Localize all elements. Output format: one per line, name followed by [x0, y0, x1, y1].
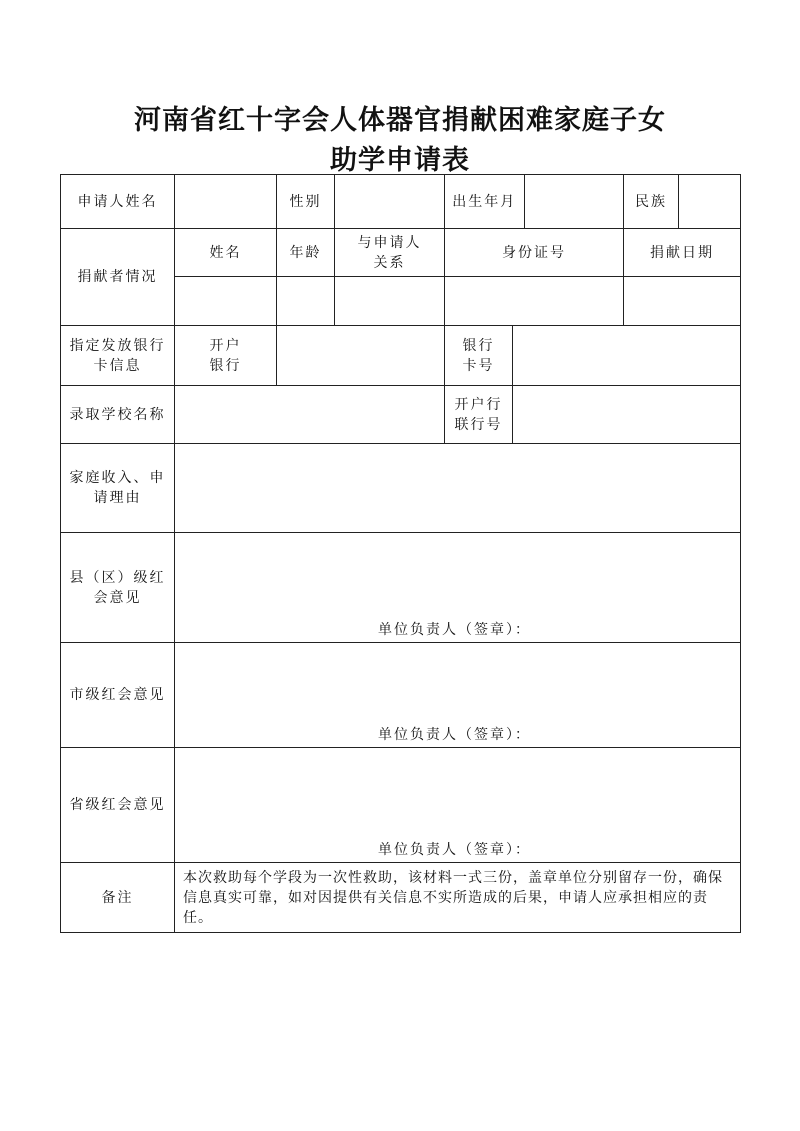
- donor-id-field[interactable]: [445, 277, 624, 326]
- province-opinion-label: 省级红会意见: [61, 748, 175, 863]
- city-opinion-label: 市级红会意见: [61, 643, 175, 748]
- donor-col-age: 年龄: [277, 229, 335, 277]
- donor-relation-field[interactable]: [335, 277, 445, 326]
- applicant-name-label: 申请人姓名: [61, 175, 175, 229]
- birth-date-field[interactable]: [524, 175, 624, 228]
- donor-name-field[interactable]: [175, 277, 277, 326]
- remarks-text: 本次救助每个学段为一次性救助，该材料一式三份，盖章单位分别留存一份，确保信息真实可靠，如对因提供有关信息不实所造成的后果，申请人应承担相应的责任。: [175, 863, 741, 933]
- card-number-line1: 银行: [462, 337, 495, 354]
- donor-col-id: 身份证号: [445, 229, 624, 277]
- county-opinion-line2: 会意见: [93, 589, 142, 606]
- donor-section-label: 捐献者情况: [61, 229, 175, 326]
- bank-card-section-line2: 卡信息: [93, 357, 142, 374]
- birth-date-label: 出生年月: [445, 175, 524, 228]
- remarks-label: 备注: [61, 863, 175, 933]
- opening-bank-line2: 银行: [209, 357, 242, 374]
- donor-col-relation-line1: 与申请人: [357, 234, 422, 251]
- reason-label-line2: 请理由: [93, 490, 142, 506]
- donor-age-field[interactable]: [277, 277, 335, 326]
- donor-col-relation: [335, 229, 445, 277]
- application-form-table: [60, 174, 741, 933]
- reason-field[interactable]: [175, 444, 741, 533]
- branch-code-field[interactable]: [513, 386, 741, 444]
- donor-col-date: 捐献日期: [624, 229, 741, 277]
- bank-card-section-label: [61, 326, 175, 386]
- branch-code-line2: 联行号: [454, 416, 503, 433]
- opening-bank-label: [175, 326, 277, 386]
- bank-card-section-line1: 指定发放银行: [69, 337, 166, 354]
- county-opinion-label: [61, 533, 175, 643]
- opening-bank-field[interactable]: [277, 326, 445, 386]
- ethnicity-field[interactable]: [679, 175, 741, 229]
- applicant-name-field[interactable]: [175, 175, 277, 229]
- donor-col-name: 姓名: [175, 229, 277, 277]
- gender-field[interactable]: [335, 175, 445, 229]
- form-title-line1: 河南省红十字会人体器官捐献困难家庭子女: [134, 105, 666, 136]
- county-opinion-field[interactable]: [175, 533, 741, 643]
- donor-col-relation-line2: 关系: [373, 254, 406, 271]
- card-number-field[interactable]: [513, 326, 741, 386]
- form-title-line2: 助学申请表: [330, 145, 470, 176]
- card-number-line2: 卡号: [462, 357, 495, 374]
- branch-code-label: [445, 386, 513, 444]
- province-signature-label: 单位负责人（签章）：: [378, 842, 531, 858]
- ethnicity-label: 民族: [624, 175, 679, 229]
- city-signature-label: 单位负责人（签章）：: [378, 727, 531, 743]
- city-opinion-field[interactable]: [175, 643, 741, 748]
- school-name-field[interactable]: [175, 386, 445, 444]
- donor-date-field[interactable]: [624, 277, 741, 326]
- gender-label: 性别: [277, 175, 335, 229]
- reason-label: [61, 444, 175, 533]
- birth-date-area: [445, 175, 624, 229]
- county-opinion-line1: 县（区）级红: [69, 569, 166, 586]
- reason-label-line1: 家庭收入、申: [69, 470, 166, 486]
- opening-bank-line1: 开户: [209, 337, 242, 354]
- county-signature-label: 单位负责人（签章）：: [378, 622, 531, 638]
- province-opinion-field[interactable]: [175, 748, 741, 863]
- branch-code-line1: 开户行: [454, 396, 503, 413]
- card-number-label: [445, 326, 513, 386]
- school-name-label: 录取学校名称: [61, 386, 175, 444]
